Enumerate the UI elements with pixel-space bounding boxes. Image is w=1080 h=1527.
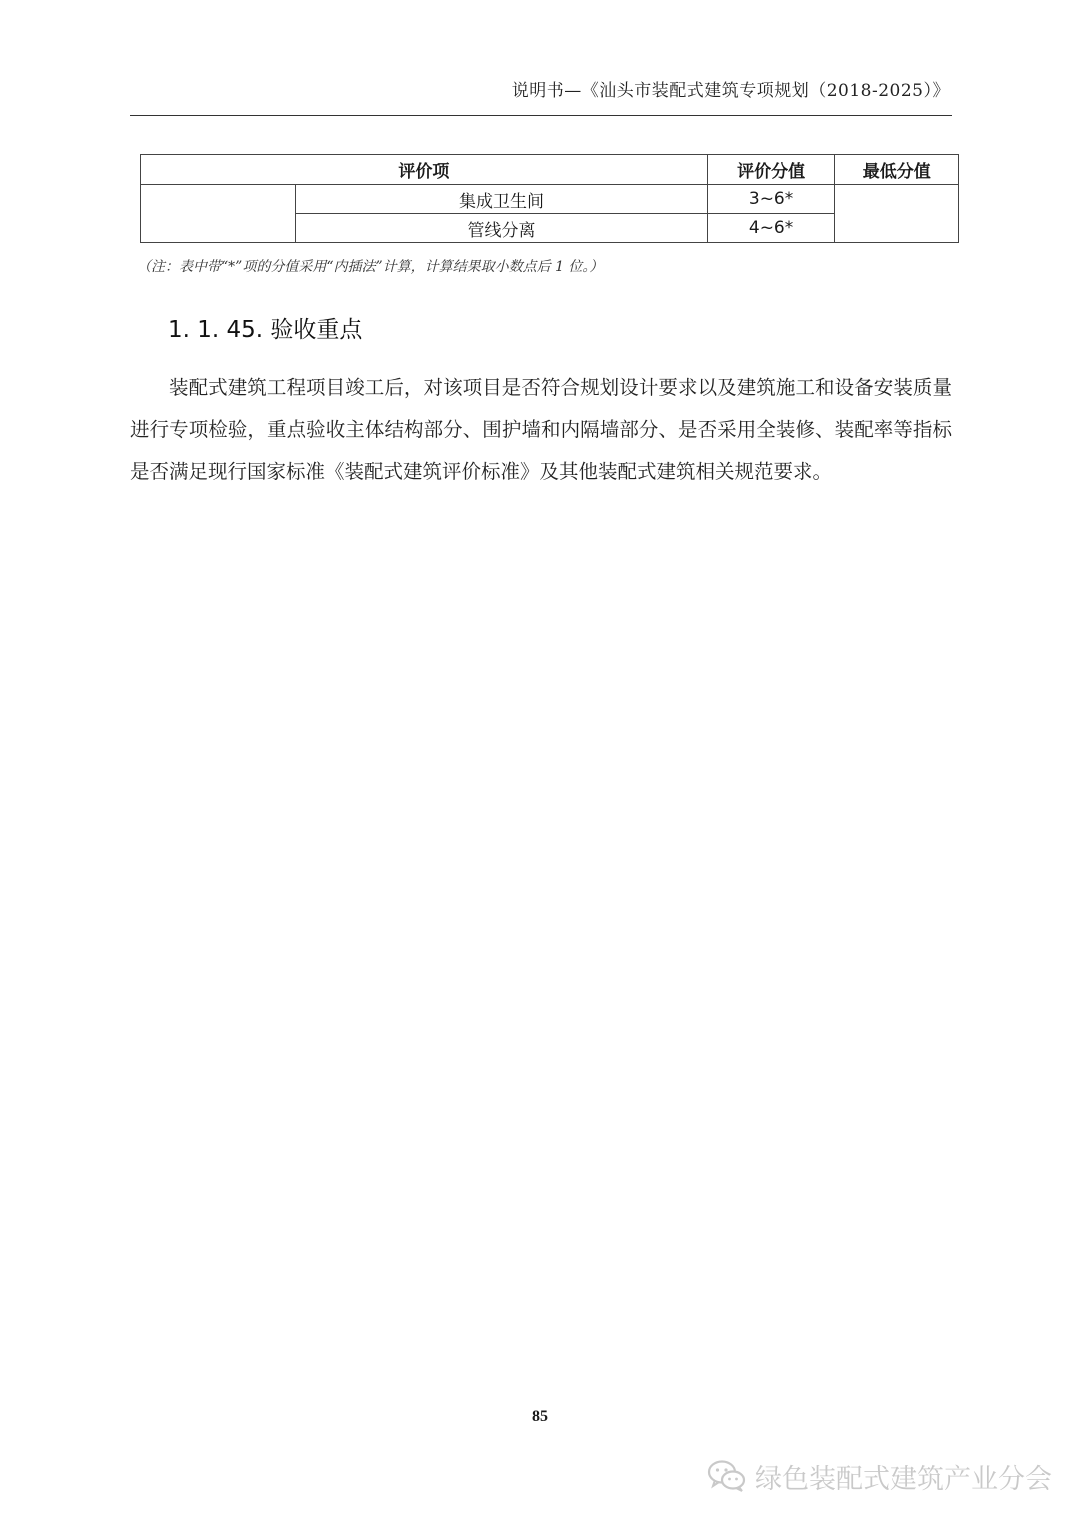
item-cell: 集成卫生间 — [296, 185, 707, 214]
header-evaluation-item: 评价项 — [141, 155, 708, 185]
wechat-icon — [707, 1459, 747, 1493]
table-row — [141, 185, 959, 214]
watermark — [707, 1456, 1052, 1496]
score-cell: 3~6* — [707, 185, 835, 214]
score-cell: 4~6* — [707, 214, 835, 243]
page-number: 85 — [532, 1408, 548, 1425]
table-note: （注：表中带“*”项的分值采用“内插法”计算，计算结果取小数点后 1 位。） — [137, 259, 604, 275]
score-table — [140, 154, 959, 243]
watermark-text: 绿色装配式建筑产业分会 — [755, 1463, 1052, 1495]
header-divider — [130, 115, 952, 116]
section-heading: 1. 1. 45. 验收重点 — [168, 317, 363, 343]
min-score-cell — [835, 185, 959, 243]
body-paragraph: 装配式建筑工程项目竣工后，对该项目是否符合规划设计要求以及建筑施工和设备安装质量进行专项检验，重点验收主体结构部分、围护墙和内隔墙部分、是否采用全装修、装配率等指标是否满足现行国家标准《装配式建筑评价标准》及其他装配式建筑相关规范要求。 — [130, 376, 952, 483]
header-min-score: 最低分值 — [835, 155, 959, 185]
header-score: 评价分值 — [707, 155, 835, 185]
page-header: 说明书—《汕头市装配式建筑专项规划（2018-2025）》 — [511, 81, 950, 101]
table-header-row — [141, 155, 959, 185]
category-cell — [141, 185, 296, 243]
item-cell: 管线分离 — [296, 214, 707, 243]
